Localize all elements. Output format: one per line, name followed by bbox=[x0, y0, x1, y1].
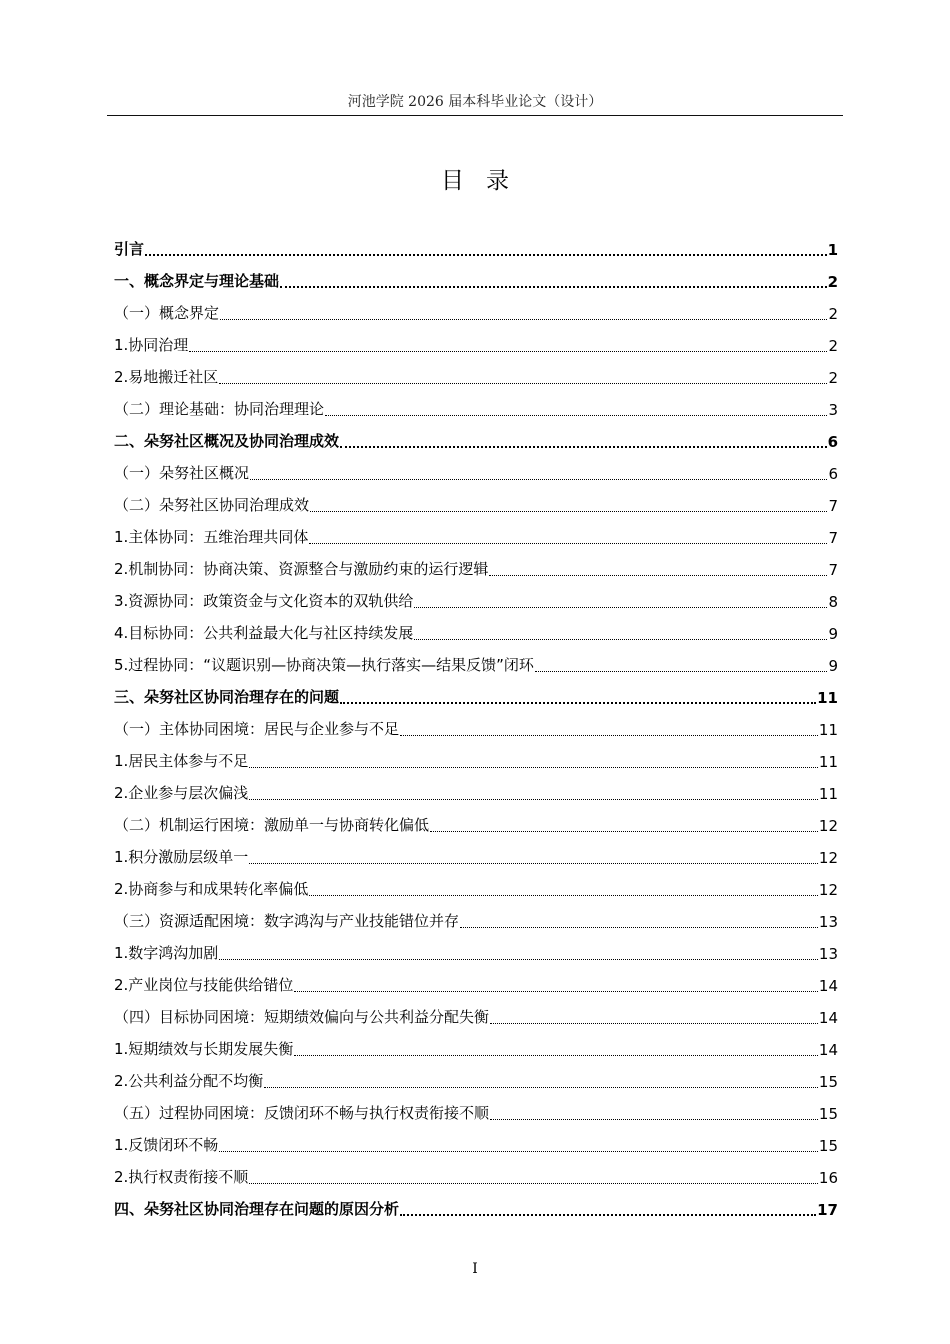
toc-entry[interactable] bbox=[114, 329, 838, 361]
toc-entry[interactable] bbox=[114, 1097, 838, 1129]
toc-entry[interactable] bbox=[114, 489, 838, 521]
toc-entry[interactable] bbox=[114, 905, 838, 937]
toc-entry-label: （二）理论基础：协同治理理论 bbox=[114, 400, 325, 418]
toc-entry-label: （一）主体协同困境：居民与企业参与不足 bbox=[114, 720, 400, 738]
toc-entry-label: 2.协商参与和成果转化率偏低 bbox=[114, 880, 309, 898]
toc-entry[interactable] bbox=[114, 265, 838, 297]
toc-entry-page: 9 bbox=[828, 625, 838, 643]
toc-entry-page: 2 bbox=[828, 305, 838, 323]
toc-entry-label: 2.公共利益分配不均衡 bbox=[114, 1072, 264, 1090]
toc-entry[interactable] bbox=[114, 617, 838, 649]
toc-leader-dots bbox=[414, 639, 827, 640]
toc-entry-label: 5.过程协同：“议题识别—协商决策—执行落实—结果反馈”闭环 bbox=[114, 656, 534, 674]
toc-entry-label: （一）朵努社区概况 bbox=[114, 464, 250, 482]
toc-entry[interactable] bbox=[114, 841, 838, 873]
toc-entry[interactable] bbox=[114, 1193, 838, 1225]
toc-entry[interactable] bbox=[114, 297, 838, 329]
toc-entry-page: 7 bbox=[828, 561, 838, 579]
toc-entry-page: 14 bbox=[818, 977, 838, 995]
toc-leader-dots bbox=[309, 895, 818, 896]
toc-entry-label: （二）机制运行困境：激励单一与协商转化偏低 bbox=[114, 816, 430, 834]
toc-leader-dots bbox=[430, 831, 818, 832]
toc-leader-dots bbox=[145, 254, 827, 256]
toc-entry[interactable] bbox=[114, 809, 838, 841]
toc-entry[interactable] bbox=[114, 1129, 838, 1161]
toc-entry[interactable] bbox=[114, 777, 838, 809]
toc-entry-page: 15 bbox=[818, 1137, 838, 1155]
toc-leader-dots bbox=[280, 286, 827, 288]
toc-entry[interactable] bbox=[114, 649, 838, 681]
toc-entry[interactable] bbox=[114, 1161, 838, 1193]
toc-leader-dots bbox=[294, 991, 818, 992]
toc-entry-label: （三）资源适配困境：数字鸿沟与产业技能错位并存 bbox=[114, 912, 460, 930]
toc-entry-label: （一）概念界定 bbox=[114, 304, 220, 322]
toc-entry[interactable] bbox=[114, 1065, 838, 1097]
toc-entry-label: 1.主体协同：五维治理共同体 bbox=[114, 528, 309, 546]
toc-entry-label: 1.积分激励层级单一 bbox=[114, 848, 249, 866]
toc-entry-page: 17 bbox=[817, 1201, 838, 1219]
toc-entry-label: 2.产业岗位与技能供给错位 bbox=[114, 976, 294, 994]
toc-entry-label: 3.资源协同：政策资金与文化资本的双轨供给 bbox=[114, 592, 414, 610]
toc-entry-label: 1.居民主体参与不足 bbox=[114, 752, 249, 770]
toc-entry-page: 13 bbox=[818, 945, 838, 963]
toc-entry-page: 7 bbox=[828, 529, 838, 547]
running-header: 河池学院 2026 届本科毕业论文（设计） bbox=[347, 94, 603, 110]
toc-entry-page: 15 bbox=[818, 1073, 838, 1091]
toc-leader-dots bbox=[414, 607, 827, 608]
toc-leader-dots bbox=[249, 767, 818, 768]
header-rule bbox=[107, 115, 843, 116]
toc-leader-dots bbox=[249, 1183, 818, 1184]
toc-entry[interactable] bbox=[114, 585, 838, 617]
toc-entry-page: 12 bbox=[818, 881, 838, 899]
toc-leader-dots bbox=[189, 351, 827, 352]
toc-entry-page: 9 bbox=[828, 657, 838, 675]
toc-leader-dots bbox=[340, 702, 816, 704]
toc-entry-label: （五）过程协同困境：反馈闭环不畅与执行权责衔接不顺 bbox=[114, 1104, 490, 1122]
toc-leader-dots bbox=[294, 1055, 818, 1056]
toc-entry-label: 2.执行权责衔接不顺 bbox=[114, 1168, 249, 1186]
toc-entry[interactable] bbox=[114, 873, 838, 905]
toc-leader-dots bbox=[309, 543, 827, 544]
toc-entry[interactable] bbox=[114, 393, 838, 425]
toc-entry-page: 11 bbox=[818, 753, 838, 771]
toc-entry[interactable] bbox=[114, 1001, 838, 1033]
toc-leader-dots bbox=[490, 1119, 818, 1120]
toc-entry[interactable] bbox=[114, 745, 838, 777]
toc-entry-page: 1 bbox=[827, 241, 838, 259]
toc-entry-label: 1.数字鸿沟加剧 bbox=[114, 944, 219, 962]
toc-entry-label: 1.协同治理 bbox=[114, 336, 189, 354]
toc-entry-label: （二）朵努社区协同治理成效 bbox=[114, 496, 310, 514]
toc-entry-page: 15 bbox=[818, 1105, 838, 1123]
toc-entry-page: 2 bbox=[827, 273, 838, 291]
toc-entry-label: 引言 bbox=[114, 240, 145, 258]
toc-entry-page: 2 bbox=[828, 369, 838, 387]
toc-leader-dots bbox=[249, 799, 818, 800]
toc-entry[interactable] bbox=[114, 361, 838, 393]
toc-entry-label: 4.目标协同：公共利益最大化与社区持续发展 bbox=[114, 624, 414, 642]
toc-entry-page: 11 bbox=[818, 721, 838, 739]
toc-entry-label: 2.易地搬迁社区 bbox=[114, 368, 219, 386]
toc-entry-label: 2.企业参与层次偏浅 bbox=[114, 784, 249, 802]
toc-leader-dots bbox=[400, 1214, 816, 1216]
toc-leader-dots bbox=[264, 1087, 818, 1088]
toc-entry-label: 2.机制协同：协商决策、资源整合与激励约束的运行逻辑 bbox=[114, 560, 489, 578]
toc-entry[interactable] bbox=[114, 233, 838, 265]
toc-entry-page: 11 bbox=[818, 785, 838, 803]
toc-leader-dots bbox=[310, 511, 827, 512]
toc-leader-dots bbox=[219, 1151, 818, 1152]
toc-entry[interactable] bbox=[114, 1033, 838, 1065]
toc-entry-page: 14 bbox=[818, 1041, 838, 1059]
toc-entry-page: 14 bbox=[818, 1009, 838, 1027]
toc-leader-dots bbox=[249, 863, 818, 864]
toc-entry-label: 四、朵努社区协同治理存在问题的原因分析 bbox=[114, 1200, 400, 1218]
toc-entry[interactable] bbox=[114, 681, 838, 713]
toc-entry-label: 1.短期绩效与长期发展失衡 bbox=[114, 1040, 294, 1058]
toc-leader-dots bbox=[219, 383, 827, 384]
toc-entry-label: 一、概念界定与理论基础 bbox=[114, 272, 280, 290]
toc-entry[interactable] bbox=[114, 425, 838, 457]
toc-entry-page: 11 bbox=[817, 689, 838, 707]
toc-leader-dots bbox=[220, 319, 827, 320]
toc-entry-page: 3 bbox=[828, 401, 838, 419]
toc-entry[interactable] bbox=[114, 521, 838, 553]
toc-leader-dots bbox=[400, 735, 818, 736]
toc-leader-dots bbox=[535, 671, 828, 672]
toc-entry[interactable] bbox=[114, 937, 838, 969]
toc-leader-dots bbox=[325, 415, 827, 416]
toc-entry[interactable] bbox=[114, 457, 838, 489]
toc-entry-page: 6 bbox=[827, 433, 838, 451]
toc-entry[interactable] bbox=[114, 969, 838, 1001]
toc-entry-page: 8 bbox=[828, 593, 838, 611]
toc-entry-page: 7 bbox=[828, 497, 838, 515]
footer-page-number: I bbox=[472, 1261, 478, 1277]
toc-entry-page: 12 bbox=[818, 849, 838, 867]
toc-entry-page: 6 bbox=[828, 465, 838, 483]
toc-leader-dots bbox=[340, 446, 827, 448]
toc-entry-label: 二、朵努社区概况及协同治理成效 bbox=[114, 432, 340, 450]
toc-title: 目录 bbox=[441, 168, 531, 194]
toc-entry-label: 1.反馈闭环不畅 bbox=[114, 1136, 219, 1154]
toc-leader-dots bbox=[489, 575, 827, 576]
toc-entry-page: 2 bbox=[828, 337, 838, 355]
toc-entry-page: 12 bbox=[818, 817, 838, 835]
toc-entry-label: （四）目标协同困境：短期绩效偏向与公共利益分配失衡 bbox=[114, 1008, 490, 1026]
toc-leader-dots bbox=[219, 959, 818, 960]
toc-entry[interactable] bbox=[114, 553, 838, 585]
toc-entry-page: 13 bbox=[818, 913, 838, 931]
table-of-contents bbox=[114, 233, 838, 1225]
toc-leader-dots bbox=[250, 479, 827, 480]
toc-entry-label: 三、朵努社区协同治理存在的问题 bbox=[114, 688, 340, 706]
toc-leader-dots bbox=[490, 1023, 818, 1024]
toc-leader-dots bbox=[460, 927, 818, 928]
toc-entry[interactable] bbox=[114, 713, 838, 745]
toc-entry-page: 16 bbox=[818, 1169, 838, 1187]
